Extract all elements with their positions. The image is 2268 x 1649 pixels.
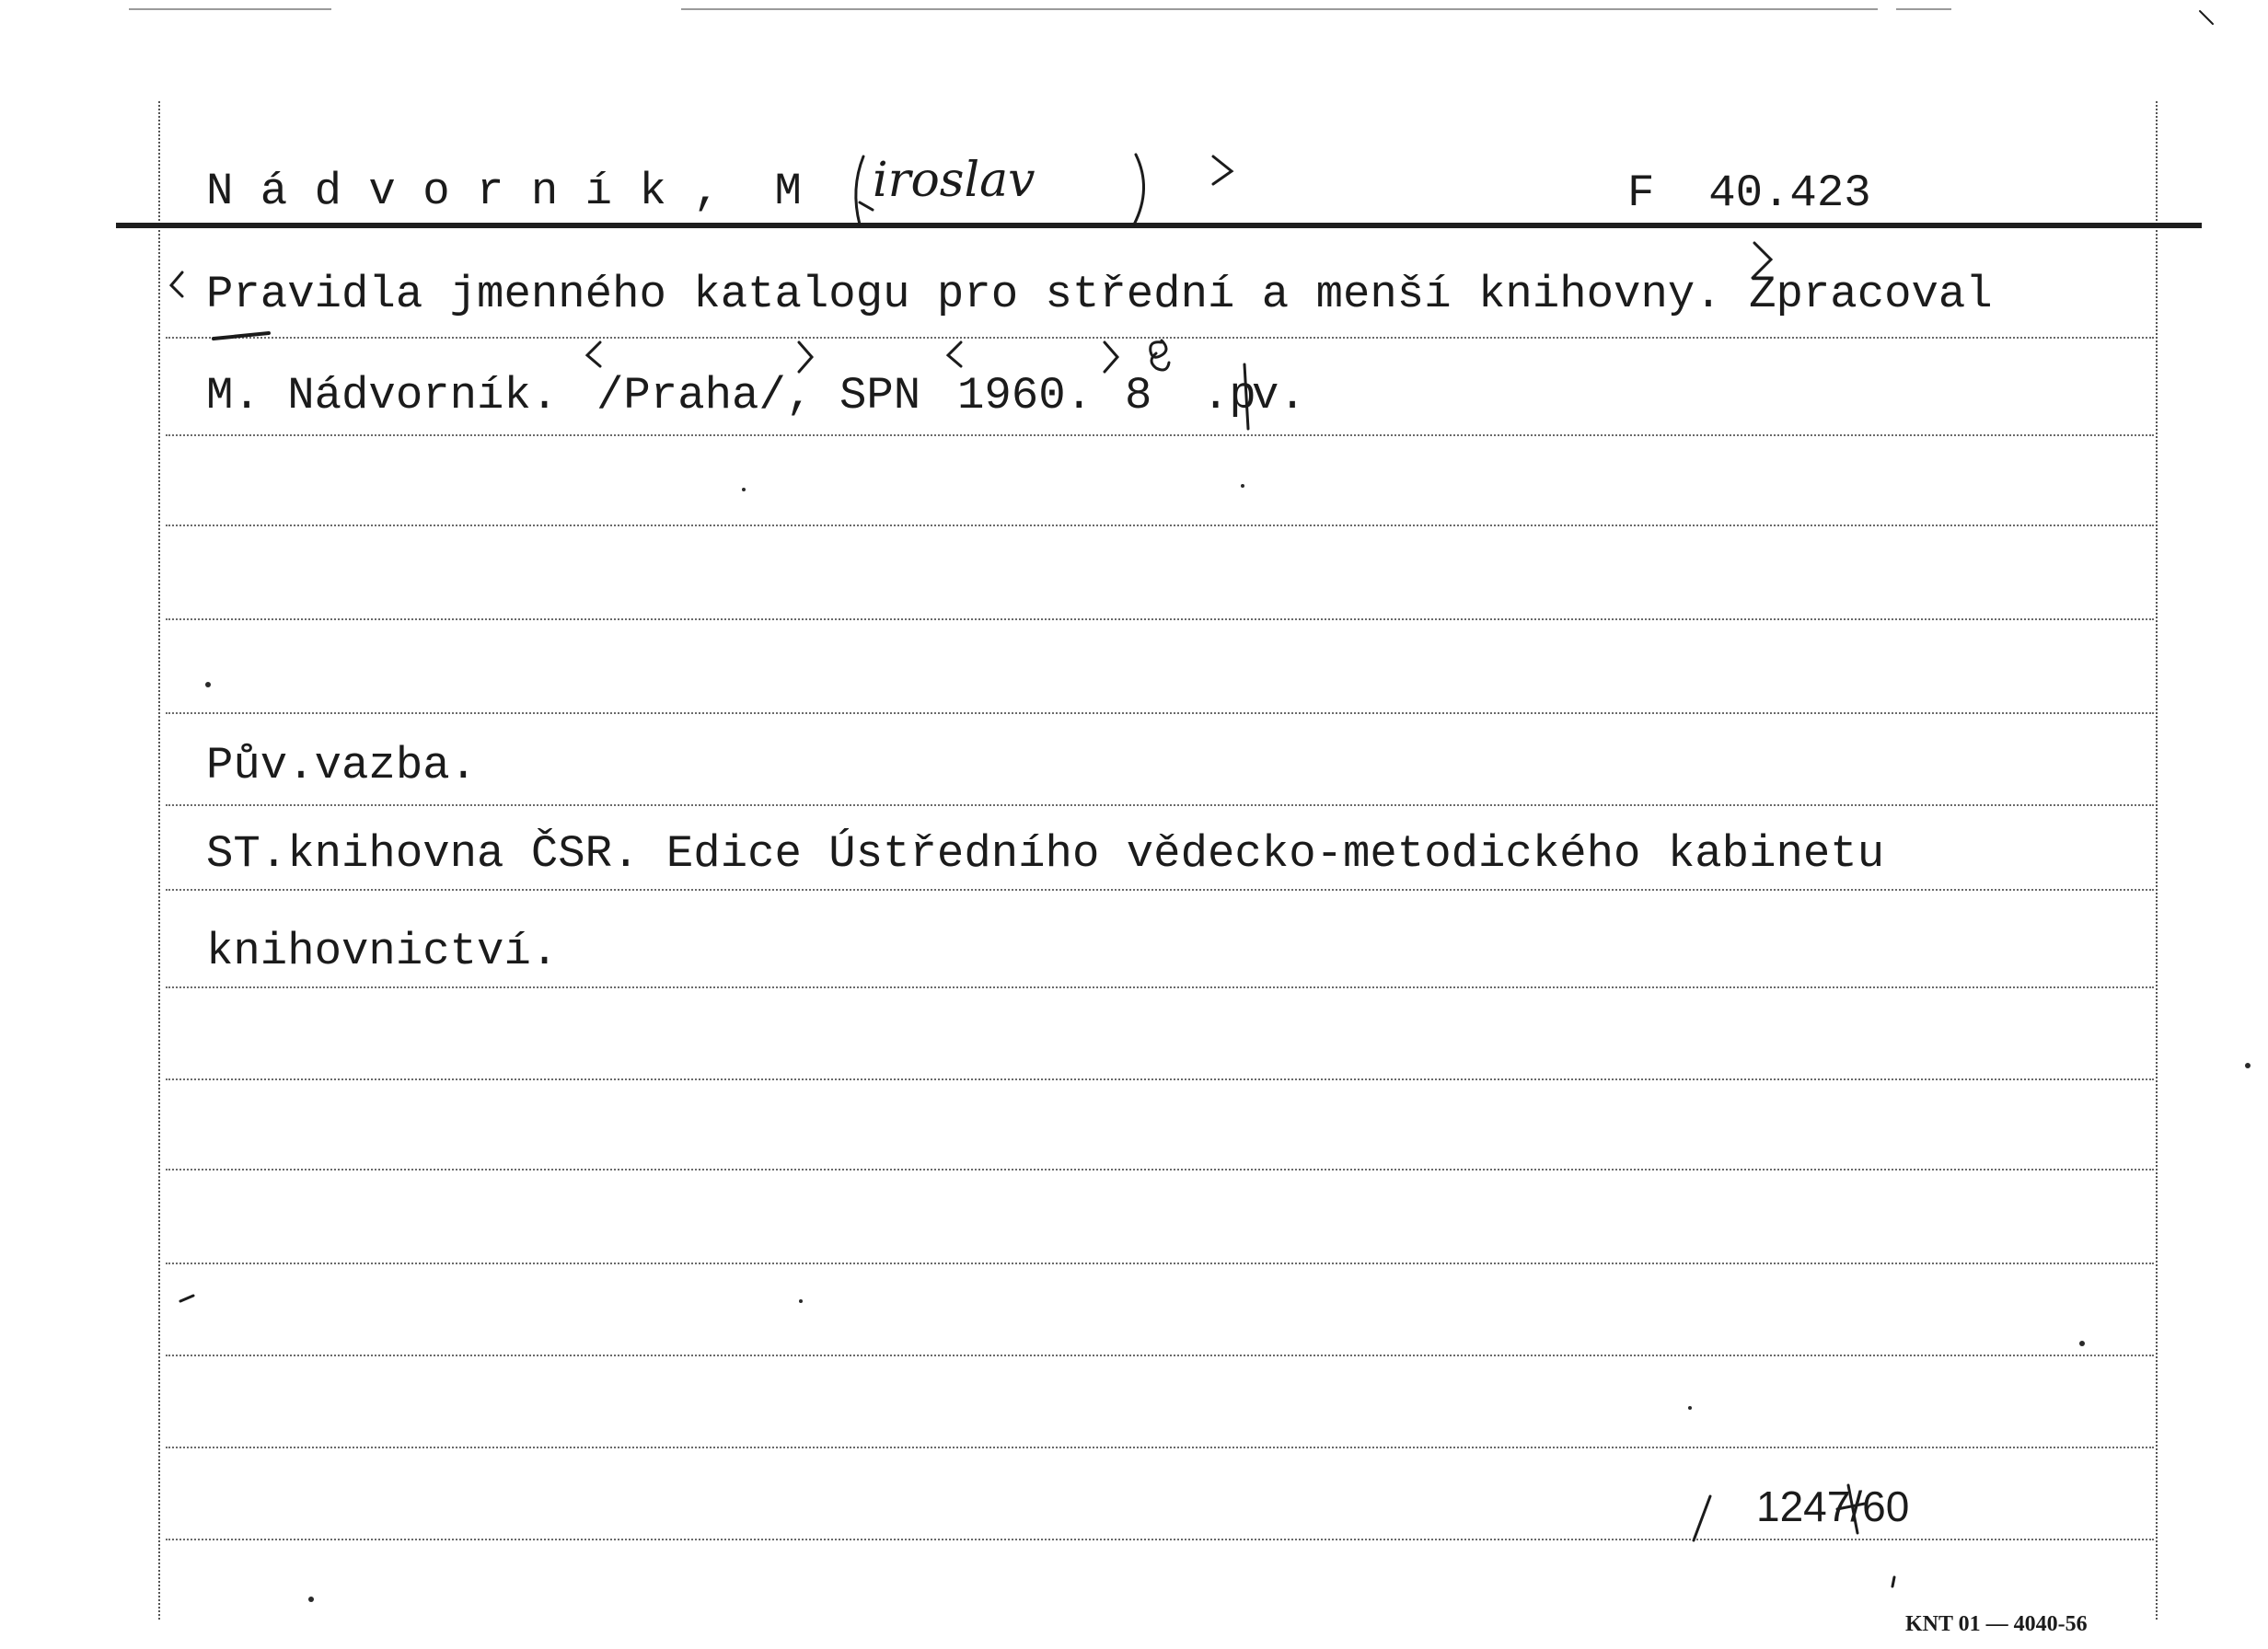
handwritten-chevron xyxy=(1753,243,1771,278)
pen-stroke xyxy=(1892,1577,1894,1586)
handwritten-chevron xyxy=(587,342,600,366)
format-text: 8 xyxy=(1125,370,1152,421)
pen-stroke xyxy=(2200,11,2213,24)
handwritten-bracket-open xyxy=(856,156,863,225)
ink-speck xyxy=(742,488,746,491)
handwritten-bracket-close xyxy=(1134,155,1144,225)
year-text: 1960. xyxy=(957,370,1094,421)
binding-note: Pův.vazba. xyxy=(206,740,478,791)
publisher-text: SPN xyxy=(839,370,921,421)
handwritten-chevron xyxy=(799,342,812,372)
ink-speck xyxy=(308,1597,314,1602)
handwritten-chevron xyxy=(1213,156,1232,184)
responsibility-text: M. Nádvorník. xyxy=(206,370,559,421)
accession-number: 1247/60 xyxy=(1756,1482,1910,1530)
handwritten-chevron xyxy=(948,342,961,366)
handwritten-digit xyxy=(1151,340,1169,370)
pen-stroke xyxy=(214,333,269,339)
correction-stroke xyxy=(1244,364,1248,429)
ink-speck xyxy=(205,682,211,687)
handwritten-tick xyxy=(860,202,873,210)
series-line-1: ST.knihovna ČSR. Edice Ústředního vědecko-metodického kabinetu xyxy=(206,828,1885,880)
binding-abbrev-text: .p xyxy=(1202,370,1256,421)
correction-stroke xyxy=(1848,1485,1857,1533)
accession-slash xyxy=(1694,1496,1710,1540)
title-line: Pravidla jmenného katalogu pro střední a menší knihovny. Zpracoval xyxy=(206,269,1993,320)
shelfmark: F 40.423 xyxy=(1627,167,1871,219)
series-line-2: knihovnictví. xyxy=(206,926,559,977)
handwritten-first-name: iroslav xyxy=(873,153,1036,208)
binding-abbrev-end: v. xyxy=(1252,370,1306,421)
ink-speck xyxy=(1688,1406,1692,1410)
ink-speck xyxy=(1241,484,1244,488)
author-heading: N á d v o r n í k , M xyxy=(206,166,802,217)
handwritten-chevron xyxy=(171,272,182,296)
place-text: /Praha/, xyxy=(596,370,814,421)
ink-speck xyxy=(2079,1341,2085,1346)
ink-speck xyxy=(2245,1063,2251,1068)
ink-speck xyxy=(799,1299,803,1303)
pen-stroke xyxy=(180,1296,193,1301)
form-number: KNT 01 — 4040-56 xyxy=(1905,1612,2088,1636)
handwritten-chevron xyxy=(1105,342,1117,372)
